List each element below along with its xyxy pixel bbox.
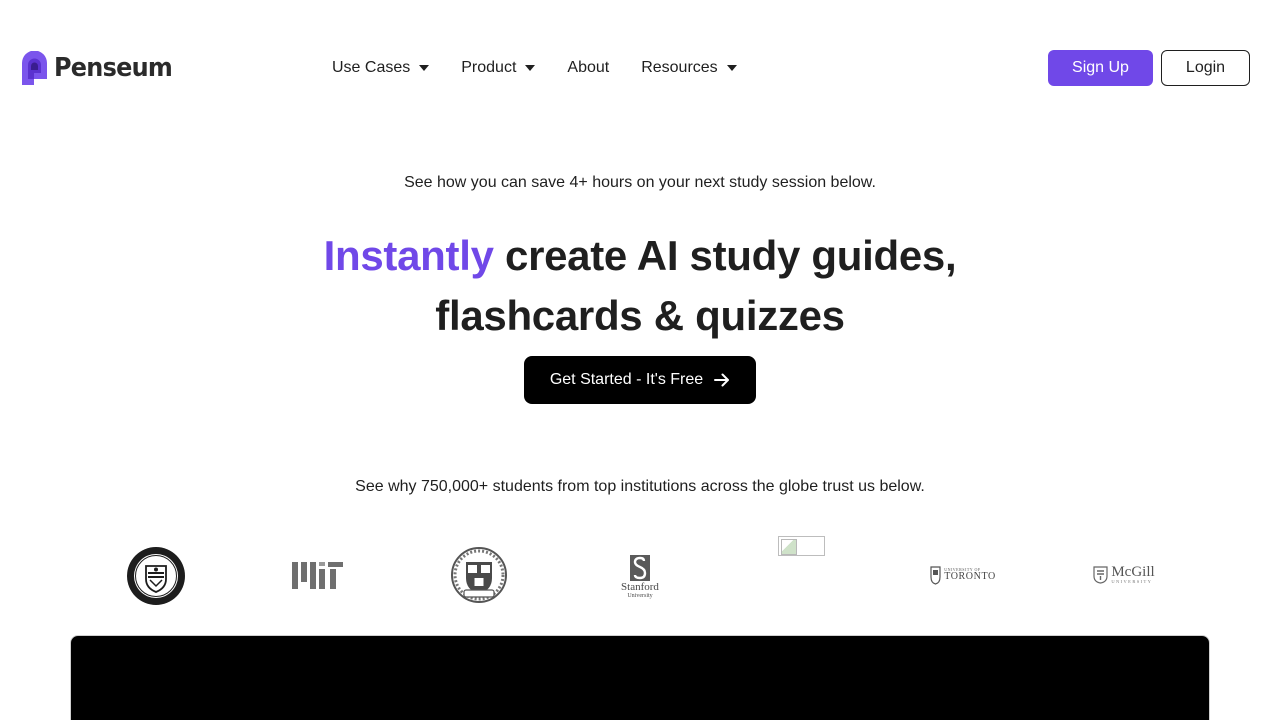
toronto-text — [944, 568, 996, 582]
trust-text: See why 750,000+ students from top institutions across the globe trust us below. — [355, 478, 925, 495]
get-started-button[interactable] — [524, 356, 756, 404]
mcgill-logo — [1086, 564, 1162, 586]
nav-item-label: Use Cases — [332, 59, 411, 76]
mit-logo-icon — [292, 562, 343, 589]
stanford-logo-icon — [629, 555, 651, 581]
demo-video-player[interactable] — [70, 635, 1210, 720]
arrow-right-icon — [714, 372, 730, 388]
nav-item-resources[interactable] — [641, 59, 736, 77]
broken-image-icon — [778, 536, 825, 556]
caret-down-icon — [525, 65, 535, 71]
mcgill-text — [1111, 565, 1154, 585]
toronto-sub: UNIVERSITY OF — [944, 567, 981, 572]
get-started-label: Get Started - It's Free — [549, 371, 704, 388]
mit-logo — [292, 562, 343, 589]
hero-title-accent: Instantly — [323, 232, 494, 279]
login-button[interactable]: Login — [1161, 50, 1250, 86]
harvard-logo — [450, 546, 508, 604]
main-nav — [332, 56, 769, 80]
university-of-toronto-logo-icon — [930, 565, 941, 585]
penseum-logo-icon — [22, 51, 47, 85]
nav-item-label: Product — [461, 59, 517, 76]
nav-item-product[interactable] — [461, 59, 535, 77]
mcgill-sub: UNIVERSITY — [1111, 579, 1153, 585]
nav-item-label: Resources — [641, 59, 718, 76]
university-of-waterloo-seal-icon — [126, 546, 186, 606]
stanford-logo — [612, 552, 668, 602]
sign-up-button[interactable]: Sign Up — [1048, 50, 1153, 86]
hero-subtitle: See how you can save 4+ hours on your next study session below. — [404, 174, 876, 191]
nav-item-label: About — [567, 59, 610, 76]
nav-item-about[interactable] — [567, 59, 609, 77]
mcgill-wordmark: McGill — [1111, 564, 1155, 581]
caret-down-icon — [419, 65, 429, 71]
stanford-sub: University — [627, 592, 653, 599]
stanford-wordmark: Stanford — [621, 580, 659, 593]
university-of-waterloo-logo — [126, 546, 186, 606]
toronto-wordmark: TORONTO — [944, 571, 996, 582]
caret-down-icon — [727, 65, 737, 71]
harvard-seal-icon — [450, 546, 508, 604]
brand-name: Penseum — [54, 53, 173, 83]
nav-item-use-cases[interactable] — [332, 59, 429, 77]
brand-logo[interactable] — [22, 51, 182, 85]
site-header — [0, 0, 1280, 134]
hero-title — [240, 226, 1040, 346]
hero-title-rest: create AI study guides, flashcards & quizzes — [435, 232, 957, 339]
university-of-toronto-logo — [930, 563, 996, 587]
mcgill-logo-icon — [1093, 566, 1108, 584]
